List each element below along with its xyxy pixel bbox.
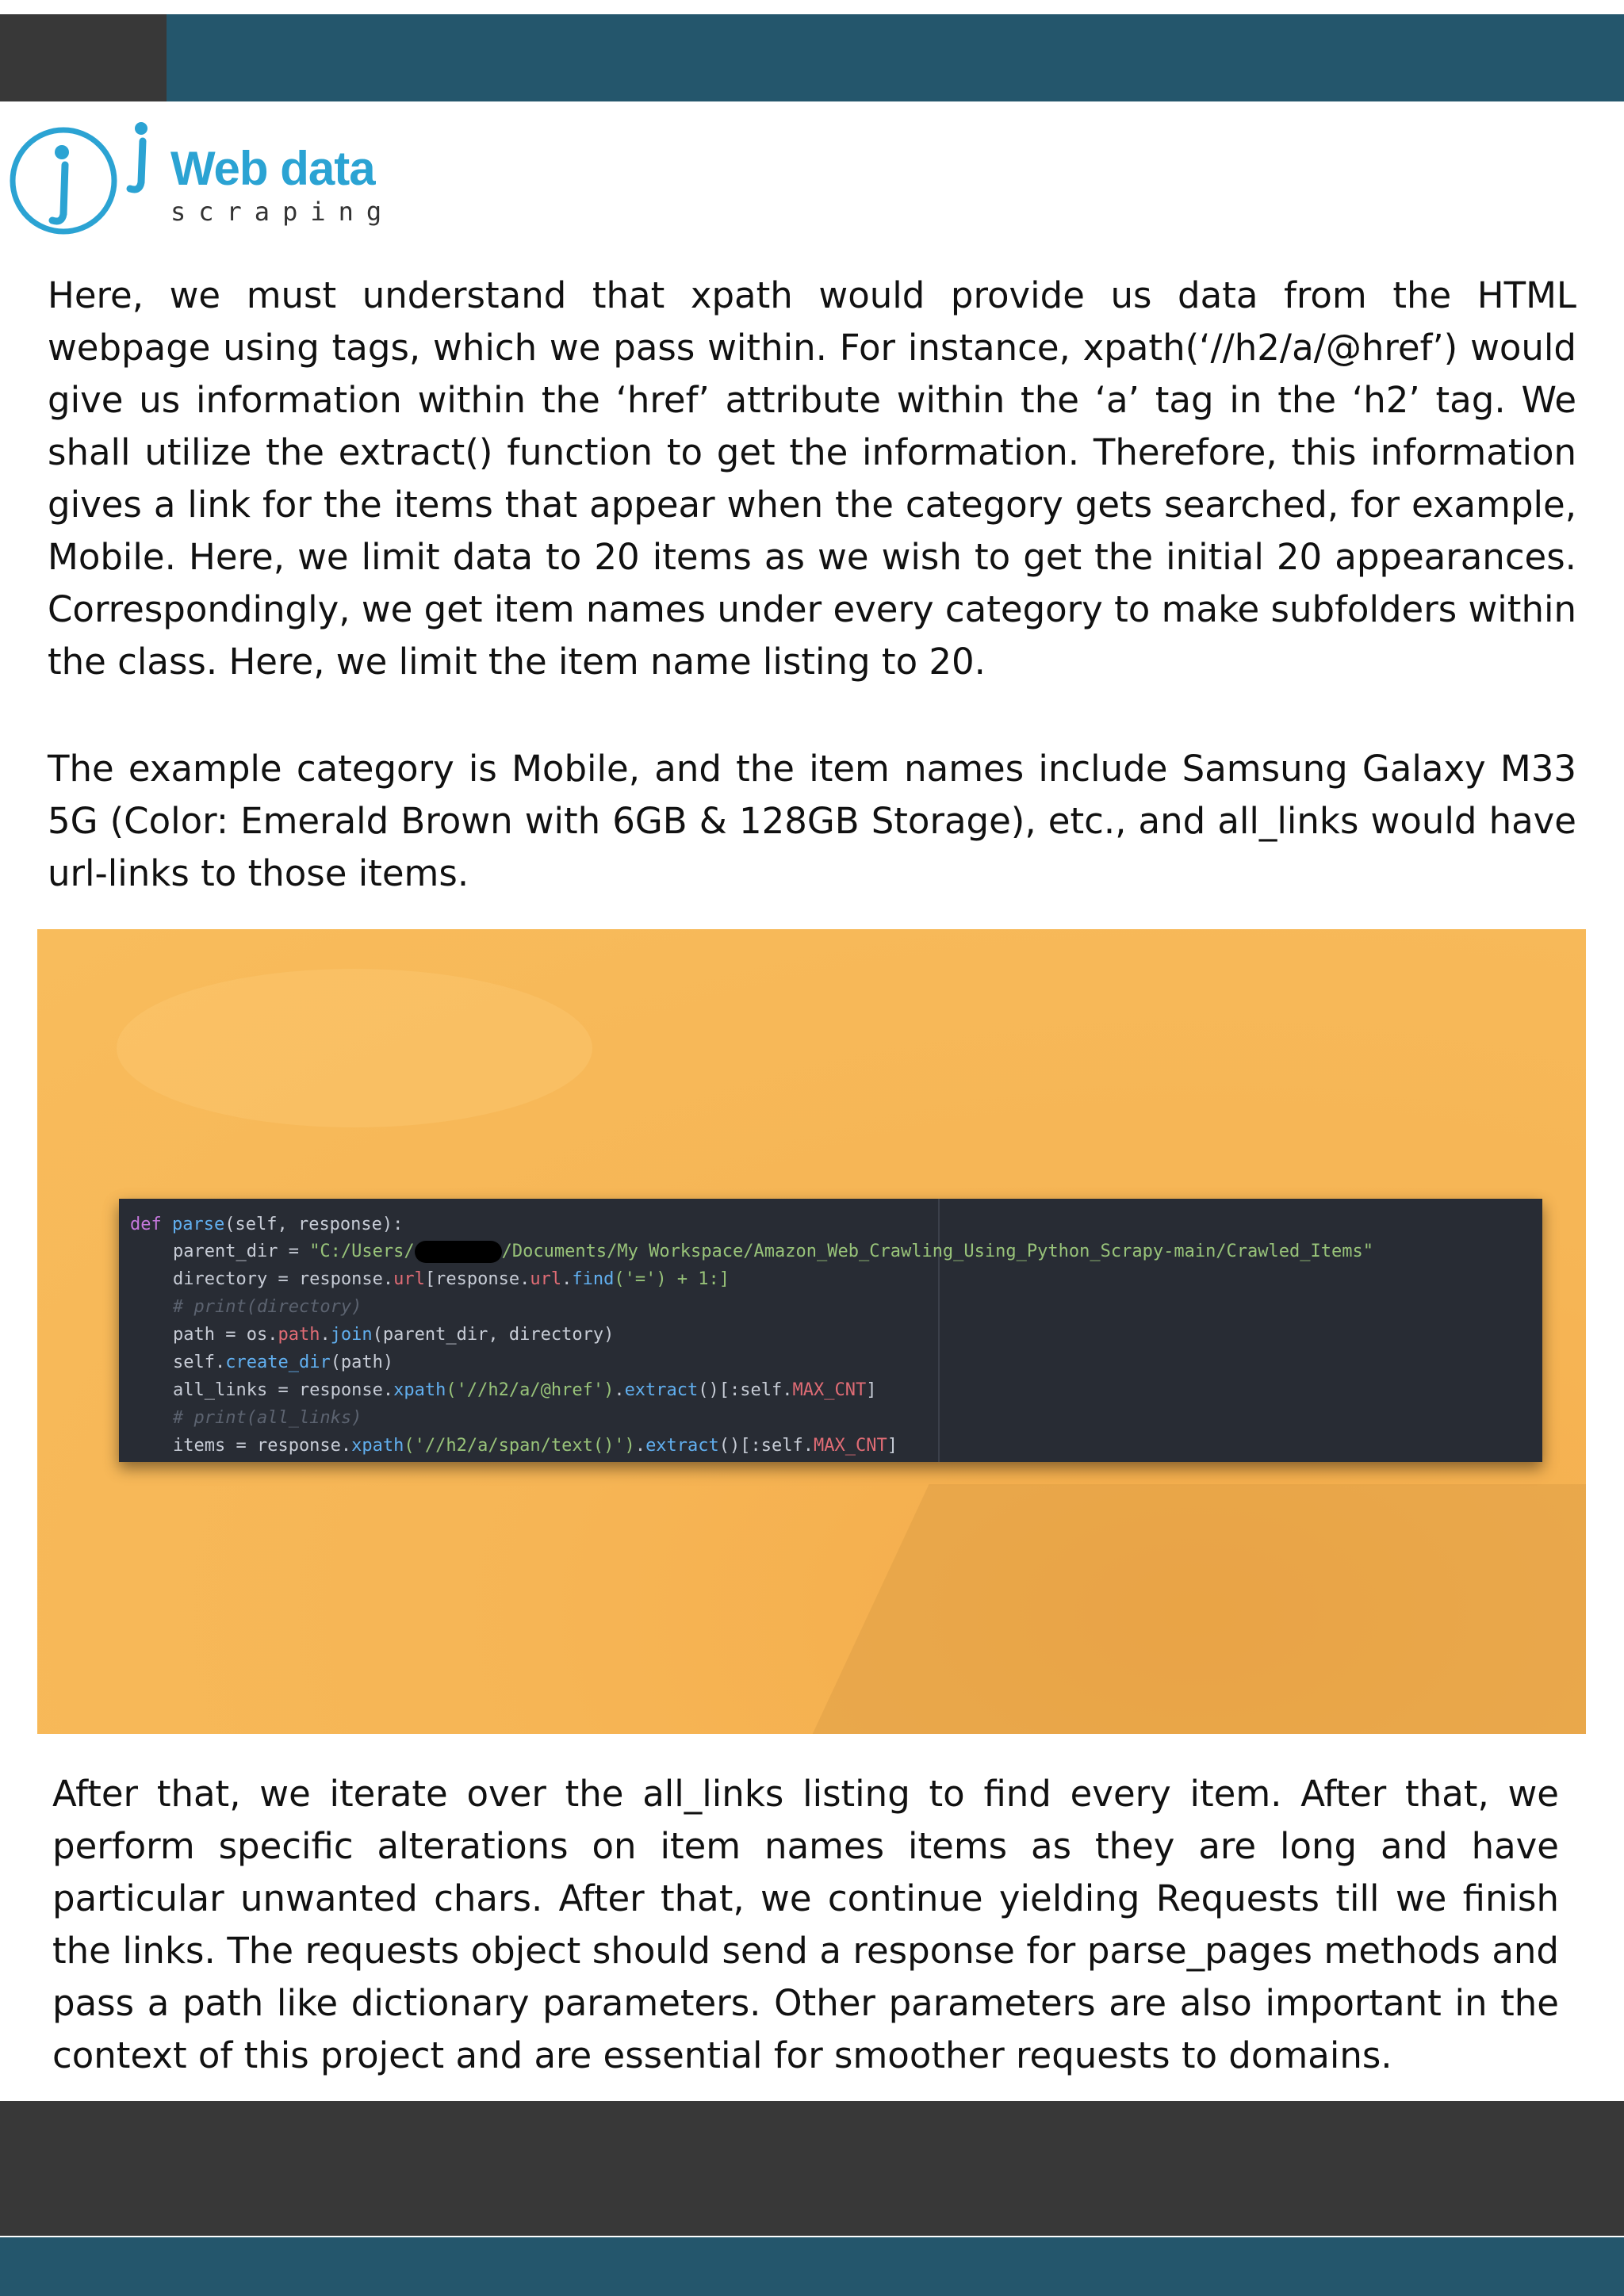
code-line-9: items = response.xpath('//h2/a/span/text()').extract()[:self.MAX_CNT]: [173, 1436, 898, 1456]
logo-wordmark: Web data: [170, 142, 375, 195]
code-line-3: directory = response.url[response.url.find('=') + 1:]: [173, 1269, 730, 1289]
background-highlight: [117, 969, 592, 1127]
laptop-shadow: [810, 1484, 1586, 1734]
paragraph-xpath-explanation: Here, we must understand that xpath would provide us data from the HTML webpage using tags, which we pass within. For instance, xpath(‘//h2/a/@href’) would give us information within the ‘href’ attribute within the ‘a’ tag in the ‘h2’ tag. We shall utilize the extract() function to get the information. Therefore, this information gives a link for the items that appear when the category gets searched, for example, Mobile. Here, we limit data to 20 items as we wish to get the initial 20 appearances. Correspondingly, we get item names under every category to make subfolders within the class. Here, we limit the item name listing to 20.: [48, 274, 1576, 683]
code-screenshot-illustration: [37, 929, 1586, 1734]
header-dark-block: [0, 14, 167, 101]
code-editor-panel: [119, 1199, 1542, 1462]
code-line-7: all_links = response.xpath('//h2/a/@href').extract()[:self.MAX_CNT]: [173, 1380, 877, 1400]
code-line-5: path = os.path.join(parent_dir, directory): [173, 1325, 615, 1345]
redacted-username: [415, 1241, 502, 1263]
paragraph-iterate-links: After that, we iterate over the all_links listing to find every item. After that, we perform specific alterations on item names items as they are long and have particular unwanted chars. After that, we continue yielding Requests till we finish the links. The requests object should send a response for parse_pages methods and pass a path like dictionary parameters. Other parameters are also important in the context of this project and are essential for smoother requests to domains.: [52, 1773, 1559, 2076]
footer-dark-band: [0, 2101, 1624, 2236]
code-line-8-comment: # print(all_links): [173, 1408, 362, 1428]
logo-subtitle: scraping: [170, 197, 395, 227]
footer-blue-band: [0, 2237, 1624, 2296]
company-logo: [8, 119, 395, 238]
code-line-4-comment: # print(directory): [173, 1297, 362, 1317]
logo-circle-icon: [8, 119, 167, 238]
code-line-6: self.create_dir(path): [173, 1353, 394, 1372]
header-band: [0, 14, 1624, 101]
code-line-2: parent_dir = "C:/Users/ /Documents/My Workspace/Amazon_Web_Crawling_Using_Python_Scrapy-main/Crawled_Items": [173, 1242, 1373, 1261]
code-line-1: def parse(self, response):: [130, 1215, 404, 1234]
paragraph-example-category: The example category is Mobile, and the item names include Samsung Galaxy M33 5G (Color: Emerald Brown with 6GB & 128GB Storage), etc., and all_links would have url-links to those items.: [48, 748, 1576, 894]
